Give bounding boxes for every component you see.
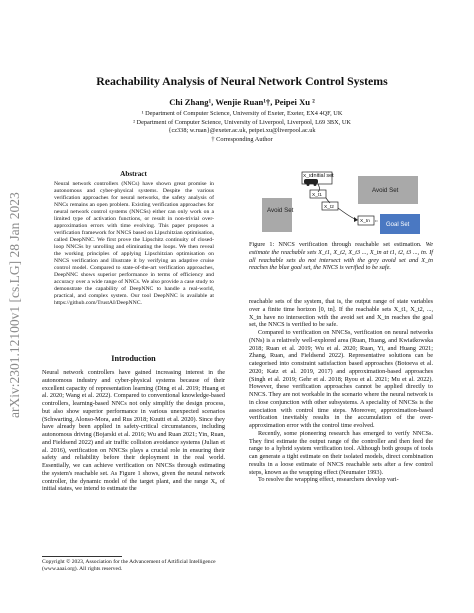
caption-lead: Figure 1: NNCS verification through reachable set estimation. bbox=[249, 241, 422, 248]
goal-set-label: Goal Set bbox=[386, 222, 410, 228]
paper-title: Reachability Analysis of Neural Network Control Systems bbox=[96, 74, 388, 88]
right-paragraph-4: To resolve the wrapping effect, researchers develop vari- bbox=[258, 476, 399, 484]
avoid-set-left-label: Avoid Set bbox=[267, 207, 294, 214]
intro-paragraph: Neural network controllers have gained increasing interest in the autonomous industry and cyber-physical systems because of their excellent capacity of representation learning (Ding et al. 2019; Huang et al. 2020; Wang et al. 2022). Compared to conventional knowledge-based controllers, learning-based NNCs not only simplify the design process, but also show superior performance in various unexpected scenarios (Schwarting, Alonso-Mora, and Rus 2018; Kuutti et al. 2020). Since they have already been applied in safety-critical circumstances, including autonomous driving (Bojarski et al. 2016; Wu and Ruan 2021; Yin, Ruan, and Fieldsend 2022) and air traffic collision avoidance systems (Julian et al. 2016), verification on NNCSs plays a crucial role in ensuring their safety and reliability before their deployment in the real world. Essentially, we can achieve verification on NNCSs through estimating the system's reachable set. As Figure 1 shows, given the neural network controller, the dynamic model of the target plant, and the range X₀ of initial states, we intend to estimate the bbox=[42, 369, 225, 493]
right-column-text bbox=[249, 298, 433, 484]
x-t1-label: X_t1 bbox=[312, 193, 322, 198]
affiliations bbox=[40, 110, 444, 144]
right-paragraph-3: Recently, some pioneering research has emerged to verify NNCSs. They first estimate the output range of the controller and then feed the range to a hybrid system verification tool. Although both groups of tools can generate a tight estimate on their isolated models, direct combination results in a loose estimate of NNCS reachable sets after a few control steps, known as the wrapping effect (Neumaier 1993). bbox=[249, 429, 433, 476]
author-emails: {cz338; w.ruan}@exeter.ac.uk, peipei.xu@liverpool.ac.uk bbox=[168, 127, 316, 135]
arxiv-identifier: arXiv:2301.12100v1 [cs.LG] 28 Jan 2023 bbox=[7, 192, 22, 418]
abstract-text: Neural network controllers (NNCs) have shown great promise in autonomous and cyber-physical systems. Despite the various verification approaches for neural networks, the safety analysis of NNCs remains an open problem. Existing verification approaches for neural network control systems (NNCSs) either can only work on a limited type of activation functions, or result in non-trivial over-approximation errors with time evolving. This paper proposes a verification framework for NNCS based on Lipschitzian optimisation, called DeepNNC. We first prove the Lipschitz continuity of closed-loop NNCSs by unrolling and eliminating the loops. We then reveal the working principles of applying Lipschitzian optimisation on NNCS verification and illustrate it by verifying an adaptive cruise control model. Compared to state-of-the-art verification approaches, DeepNNC shows superior performance in terms of efficiency and accuracy over a wide range of NNCs. We also provide a case study to demonstrate the capability of DeepNNC to handle a real-world, practical, and complex system. Our tool DeepNNC is available at https://github.com/TrustAI/DeepNNC. bbox=[54, 181, 214, 306]
initial-set-label: Initial set bbox=[312, 173, 334, 179]
x-tn-label: X_tn bbox=[360, 219, 370, 224]
arrow-head bbox=[354, 217, 358, 222]
figure-1-caption bbox=[249, 241, 433, 272]
car-wheel-rear bbox=[314, 183, 317, 186]
right-paragraph-1: reachable sets of the system, that is, the output range of state variables over a finite time horizon [0, tn]. If the reachable sets X_t1, X_t2, ..., X_tn have no intersection with the avoid set and X_tn reaches the goal set, the NNCS is verified to be safe. bbox=[249, 298, 433, 329]
right-paragraph-2: Compared to verification on NNCSs, verification on neural networks (NNs) is a relatively well-explored area (Ruan, Huang, and Kwiatkowska 2018; Ruan et al. 2019; Wu et al. 2020; Ruan, Yi, and Huang 2021; Zhang, Ruan, and Fieldsend 2022). Representative solutions can be categorised into constraint satisfaction based approaches (Botoeva et al. 2020; Katz et al. 2019, 2017) and approximation-based approaches (Singh et al. 2019; Gehr et al. 2018; Ryou et al. 2021; Mu et al. 2022). However, these verification approaches cannot be applied directly to NNCS. They are not workable in the scenario where the neural network is in close conjunction with other subsystems. A speciality of NNCSs is the association with control time steps. Moreover, approximation-based verification inevitably results in the accumulation of the over-approximation error with the control time evolved. bbox=[249, 329, 433, 429]
x-t2-label: X_t2 bbox=[324, 205, 334, 210]
abstract-heading: Abstract bbox=[120, 170, 147, 178]
footnote-rule bbox=[42, 556, 122, 557]
avoid-set-right-label: Avoid Set bbox=[372, 187, 399, 194]
affiliation-1: ¹ Department of Computer Science, University of Exeter, Exeter, EX4 4QF, UK bbox=[141, 110, 343, 117]
introduction-heading: Introduction bbox=[111, 354, 156, 363]
car-body bbox=[304, 179, 318, 184]
figure-1 bbox=[262, 170, 420, 236]
introduction-text bbox=[42, 369, 225, 493]
x-t0-label: X_t0 bbox=[303, 174, 313, 179]
caption-body: We estimate the reachable sets X_t1, X_t2, X_t3 ..., X_tn at t1, t2, t3 ..., tn. If all reachable sets do not intersect with the grey avoid set and X_tn reaches the blue goal set, the NNCS is verified to be safe. bbox=[249, 241, 434, 272]
arxiv-sidebar bbox=[0, 150, 26, 420]
copyright-notice: Copyright © 2023, Association for the Advancement of Artificial Intelligence (www.aaai.org). All rights reserved. bbox=[42, 559, 216, 573]
corresponding-note: † Corresponding Author bbox=[211, 135, 273, 143]
author-list: Chi Zhang¹, Wenjie Ruan¹†, Peipei Xu ² bbox=[169, 97, 315, 107]
affiliation-2: ² Department of Computer Science, University of Liverpool, Liverpool, L69 3BX, UK bbox=[133, 118, 351, 126]
car-wheel-front bbox=[307, 183, 310, 186]
avoid-set-left-region bbox=[262, 198, 292, 232]
